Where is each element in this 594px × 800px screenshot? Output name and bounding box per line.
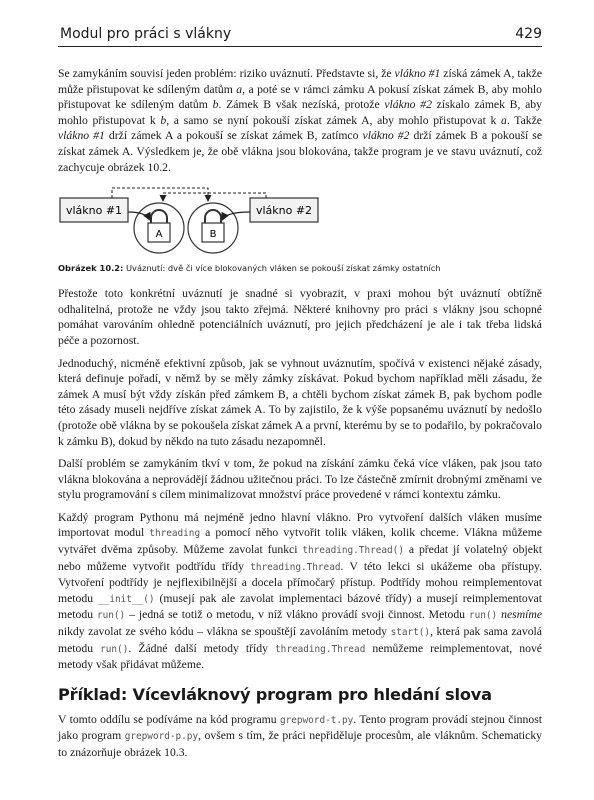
page-number: 429 xyxy=(515,26,542,42)
paragraph-lock-ordering: Jednoduchý, nicméně efektivní způsob, jak se vyhnout uváznutím, spočívá v existenci nějaké zásady, která definuje pořadí, v němž by se měly zámky získávat. Pokud bychom například měli zásadu, že zámek A musí být vždy získán před zámkem B, a chtěli bychom získat zámek B, pak bychom podle této zásady museli nejdříve získat zámek A. To by zajistilo, že k výše popsanému uváznutí by nedošlo (protože obě vlákna by se pokoušela získat zámek A a první, kterému by se to podařilo, by pokračovalo k zámku B), dokud by někdo na tuto zásadu nezapomněl. xyxy=(58,356,542,448)
page-header xyxy=(58,24,542,47)
paragraph-deadlock-intro: Se zamykáním souvisí jeden problém: riziko uváznutí. Představte si, že vlákno #1 získá zámek A, takže může přistupovat ke sdíleným datům a, a poté se v rámci zámku A pokusí získat zámek B, aby mohlo přistupovat ke sdíleným datům b. Zámek B však nezíská, protože vlákno #2 získalo zámek B, aby mohlo přistupovat k b, a samo se nyní pokouší získat zámek A, aby mohlo přistupovat k a. Takže vlákno #1 drží zámek A a pokouší se získat zámek B, zatímco vlákno #2 drží zámek B a pokouší se získat zámek A. Výsledkem je, že obě vlákna jsou blokována, takže program je ve stavu uváznutí, což zachycuje obrázek 10.2. xyxy=(58,67,543,174)
running-title: Modul pro práci s vlákny xyxy=(60,26,232,42)
deadlock-diagram xyxy=(58,182,358,258)
paragraph-blocking: Další problém se zamykáním tkví v tom, že pokud na získání zámku čeká více vláken, pak jsou tato vlákna blokována a neprovádějí žádnou užitečnou práci. To lze částečně zmírnit drobnými změnami ve stylu programování s cílem minimalizovat množství práce provedené v rámci kontextu zámku. xyxy=(58,457,542,502)
lock-b-label: B xyxy=(209,229,217,241)
figure-caption: Obrázek 10.2: Uváznutí: dvě či více blokovaných vláken se pokouší získat zámky ostatních xyxy=(58,263,441,274)
thread1-label: vlákno #1 xyxy=(65,204,123,218)
page-body xyxy=(58,66,542,768)
deadlock-figure xyxy=(58,182,542,258)
paragraph-deadlock-detection: Přestože toto konkrétní uváznutí je snadné si vyobrazit, v praxi mohou být uváznutí obtížně odhalitelná, protože ne vždy jsou takto zřejmá. Některé knihovny pro práci s vlákny jsou schopné pomáhat varováním ohledně potenciálních uváznutí, pro jejich předcházení je ale i tak třeba lidská péče a pozornost. xyxy=(58,287,542,347)
section-heading: Příklad: Vícevláknový program pro hledání slova xyxy=(58,684,492,704)
lock-a-label: A xyxy=(155,229,163,241)
thread2-label: vlákno #2 xyxy=(255,204,313,218)
paragraph-threading-module: Každý program Pythonu má nejméně jedno hlavní vlákno. Pro vytvoření dalších vláken musíme importovat modul threading a pomocí něho vytvořit tolik vláken, kolik chceme. Vlákna můžeme vytvářet dvěma způsoby. Můžeme zavolat funkci threading.Thread() a předat jí volatelný objekt nebo můžeme vytvořit podtřídu třídy threading.Thread. V této lekci si ukážeme oba přístupy. Vytvoření podtřídy je nejflexibilnější a docela přímočarý přístup. Podtřídy mohou reimplementovat metodu __init__() (musejí pak ale zavolat implementaci bázové třídy) a musejí reimplementovat metodu run() – jedná se totiž o metodu, v níž vlákno provádí svoji činnost. Metodu run() nesmíme nikdy zavolat ze svého kódu – vlákna se spouštějí zavoláním metody start(), která pak sama zavolá metodu run(). Žádné další metody třídy threading.Thread nemůžeme reimplementovat, nové metody však přidávat můžeme. xyxy=(58,510,543,672)
paragraph-example-intro: V tomto oddílu se podíváme na kód programu grepword-t.py. Tento program provádí stejnou činnost jako program grepword-p.py, ovšem s tím, že práci nepřiděluje procesům, ale vláknům. Schematicky to znázorňuje obrázek 10.3. xyxy=(58,712,543,759)
